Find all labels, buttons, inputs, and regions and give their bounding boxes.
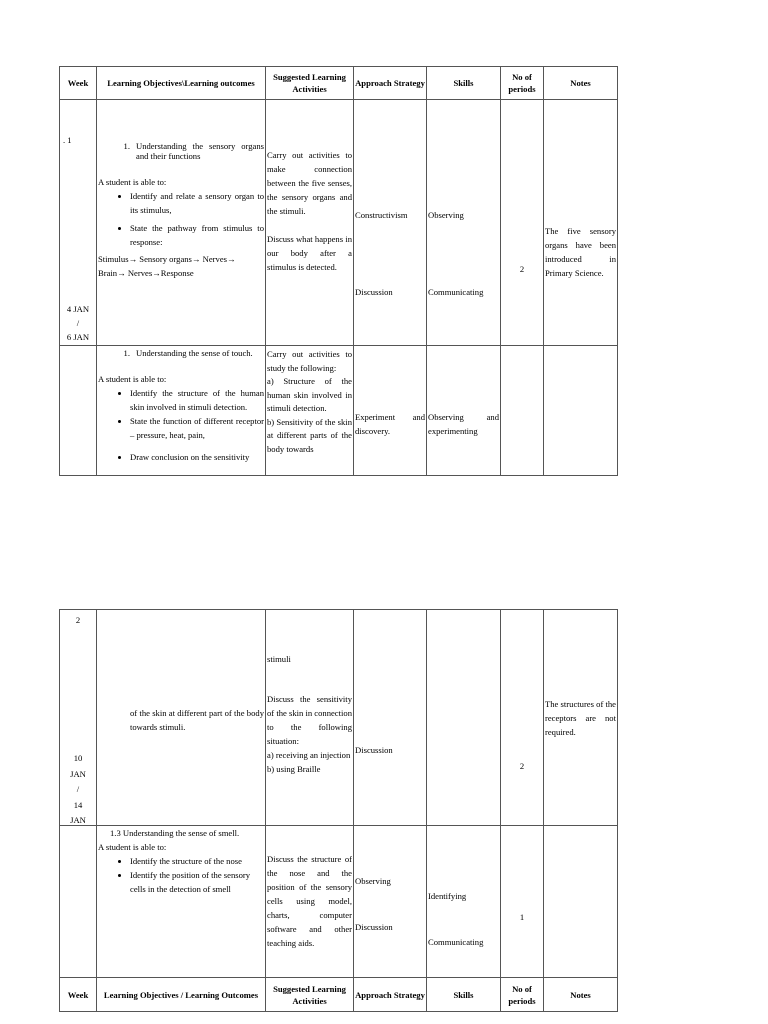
- activity-text: a) receiving an injection: [267, 750, 351, 760]
- table-header-row: [60, 67, 618, 100]
- periods-cell: [501, 346, 544, 476]
- objectives-cell: [97, 346, 266, 476]
- header-week: Week: [60, 978, 97, 1012]
- objectives-cell: [97, 610, 266, 826]
- list-item: • State the function of different receptor – pressure, heat, pain,: [130, 414, 264, 442]
- notes-cell: [544, 346, 618, 476]
- activity-text: Discuss the sensitivity of the skin in connection to the following situation:: [267, 694, 352, 746]
- scheme-table-2: [59, 609, 618, 1012]
- activities-cell: [266, 610, 354, 826]
- activity-text: b) Sensitivity of the skin at different parts of the body towards: [267, 416, 352, 454]
- approach-text: Discussion: [355, 745, 393, 755]
- table-row: [60, 826, 618, 978]
- periods-value: 2: [519, 761, 525, 771]
- week-cell: [60, 100, 97, 346]
- week-cell: [60, 826, 97, 978]
- periods-cell: [501, 100, 544, 346]
- table-row: [60, 346, 618, 476]
- week-dates: 10 JAN / 14 JAN: [70, 753, 86, 825]
- header-activities: Suggested Learning Activities: [266, 978, 354, 1012]
- skills-cell: [427, 100, 501, 346]
- skills-cell: [427, 610, 501, 826]
- periods-cell: [501, 610, 544, 826]
- objectives-cell: [97, 826, 266, 978]
- approach-text: Discussion: [355, 922, 393, 932]
- objectives-cell: [97, 100, 266, 346]
- list-item: • Identify and relate a sensory organ to its stimulus,: [130, 189, 264, 217]
- week-number: . 1: [63, 135, 72, 145]
- week-dates: 4 JAN / 6 JAN: [66, 304, 90, 342]
- scheme-table-1: [59, 66, 618, 476]
- approach-text: Experiment and discovery.: [355, 412, 425, 436]
- activity-text: Carry out activities to make connection between the five senses, the sensory organs and the stimuli.: [267, 150, 352, 216]
- objective-intro: A student is able to:: [98, 374, 167, 384]
- approach-cell: [354, 100, 427, 346]
- table-row: [60, 100, 618, 346]
- header-objectives: Learning Objectives / Learning Outcomes: [97, 978, 266, 1012]
- periods-value: 1: [519, 912, 525, 922]
- skill-text: Communicating: [428, 937, 484, 947]
- objective-intro: A student is able to:: [98, 177, 167, 187]
- skills-cell: [427, 346, 501, 476]
- skill-text: Observing: [428, 210, 464, 220]
- activity-text: stimuli: [267, 654, 291, 664]
- week-cell: [60, 610, 97, 826]
- header-week: Week: [60, 67, 97, 100]
- skill-text: Identifying: [428, 891, 467, 901]
- notes-text: The structures of the receptors are not required.: [545, 699, 616, 737]
- pathway-line-2: Brain→ Nerves→Response: [98, 268, 194, 278]
- approach-cell: [354, 826, 427, 978]
- notes-cell: [544, 610, 618, 826]
- periods-cell: [501, 826, 544, 978]
- activity-text: Carry out activities to study the following:: [267, 349, 352, 373]
- objective-intro: A student is able to:: [98, 842, 167, 852]
- activity-text: b) using Braille: [267, 764, 321, 774]
- approach-text: Discussion: [355, 287, 393, 297]
- activities-cell: [266, 100, 354, 346]
- header-periods: No of periods: [501, 67, 544, 100]
- header-notes: Notes: [544, 978, 618, 1012]
- notes-text: The five sensory organs have been introduced in Primary Science.: [545, 226, 616, 278]
- week-number: 2: [75, 615, 81, 625]
- periods-value: 2: [519, 264, 525, 274]
- list-item: • State the pathway from stimulus to response:: [130, 221, 264, 249]
- table-row: [60, 610, 618, 826]
- approach-text: Constructivism: [355, 210, 408, 220]
- skill-text: Communicating: [428, 287, 484, 297]
- header-skills: Skills: [427, 67, 501, 100]
- objective-text: of the skin at different part of the body towards stimuli.: [130, 708, 264, 732]
- list-item: • Identify the structure of the human skin involved in stimuli detection.: [130, 386, 264, 414]
- notes-cell: [544, 100, 618, 346]
- approach-cell: [354, 610, 427, 826]
- skill-text: Observing and experimenting: [428, 412, 499, 436]
- week-cell: [60, 346, 97, 476]
- objective-title: 1.3 Understanding the sense of smell.: [110, 828, 240, 838]
- skills-cell: [427, 826, 501, 978]
- objective-list: [98, 386, 264, 464]
- pathway-line-1: Stimulus→ Sensory organs→ Nerves→: [98, 254, 236, 264]
- approach-text: Observing: [355, 876, 391, 886]
- approach-cell: [354, 346, 427, 476]
- activity-text: Discuss what happens in our body after a stimulus is detected.: [267, 234, 352, 272]
- header-periods: No of periods: [501, 978, 544, 1012]
- header-objectives: Learning Objectives\Learning outcomes: [97, 67, 266, 100]
- activity-text: a) Structure of the human skin involved in stimuli detection.: [267, 376, 352, 413]
- header-notes: Notes: [544, 67, 618, 100]
- activities-cell: [266, 346, 354, 476]
- activities-cell: [266, 826, 354, 978]
- header-approach: Approach Strategy: [354, 67, 427, 100]
- header-skills: Skills: [427, 978, 501, 1012]
- objective-list: [98, 189, 264, 249]
- header-activities: Suggested Learning Activities: [266, 67, 354, 100]
- header-approach: Approach Strategy: [354, 978, 427, 1012]
- list-item: • Draw conclusion on the sensitivity: [130, 450, 264, 464]
- activity-text: Discuss the structure of the nose and the position of the sensory cells using model, charts, computer software and other teaching aids.: [267, 854, 352, 948]
- table-footer-header-row: [60, 978, 618, 1012]
- list-item: • Identify the position of the sensory cells in the detection of smell: [130, 868, 264, 896]
- notes-cell: [544, 826, 618, 978]
- objective-list: [98, 854, 264, 896]
- list-item: • Identify the structure of the nose: [130, 854, 264, 868]
- objective-title: 1. Understanding the sense of touch.: [123, 348, 253, 358]
- objective-title: 1. Understanding the sensory organs and their functions: [123, 141, 264, 161]
